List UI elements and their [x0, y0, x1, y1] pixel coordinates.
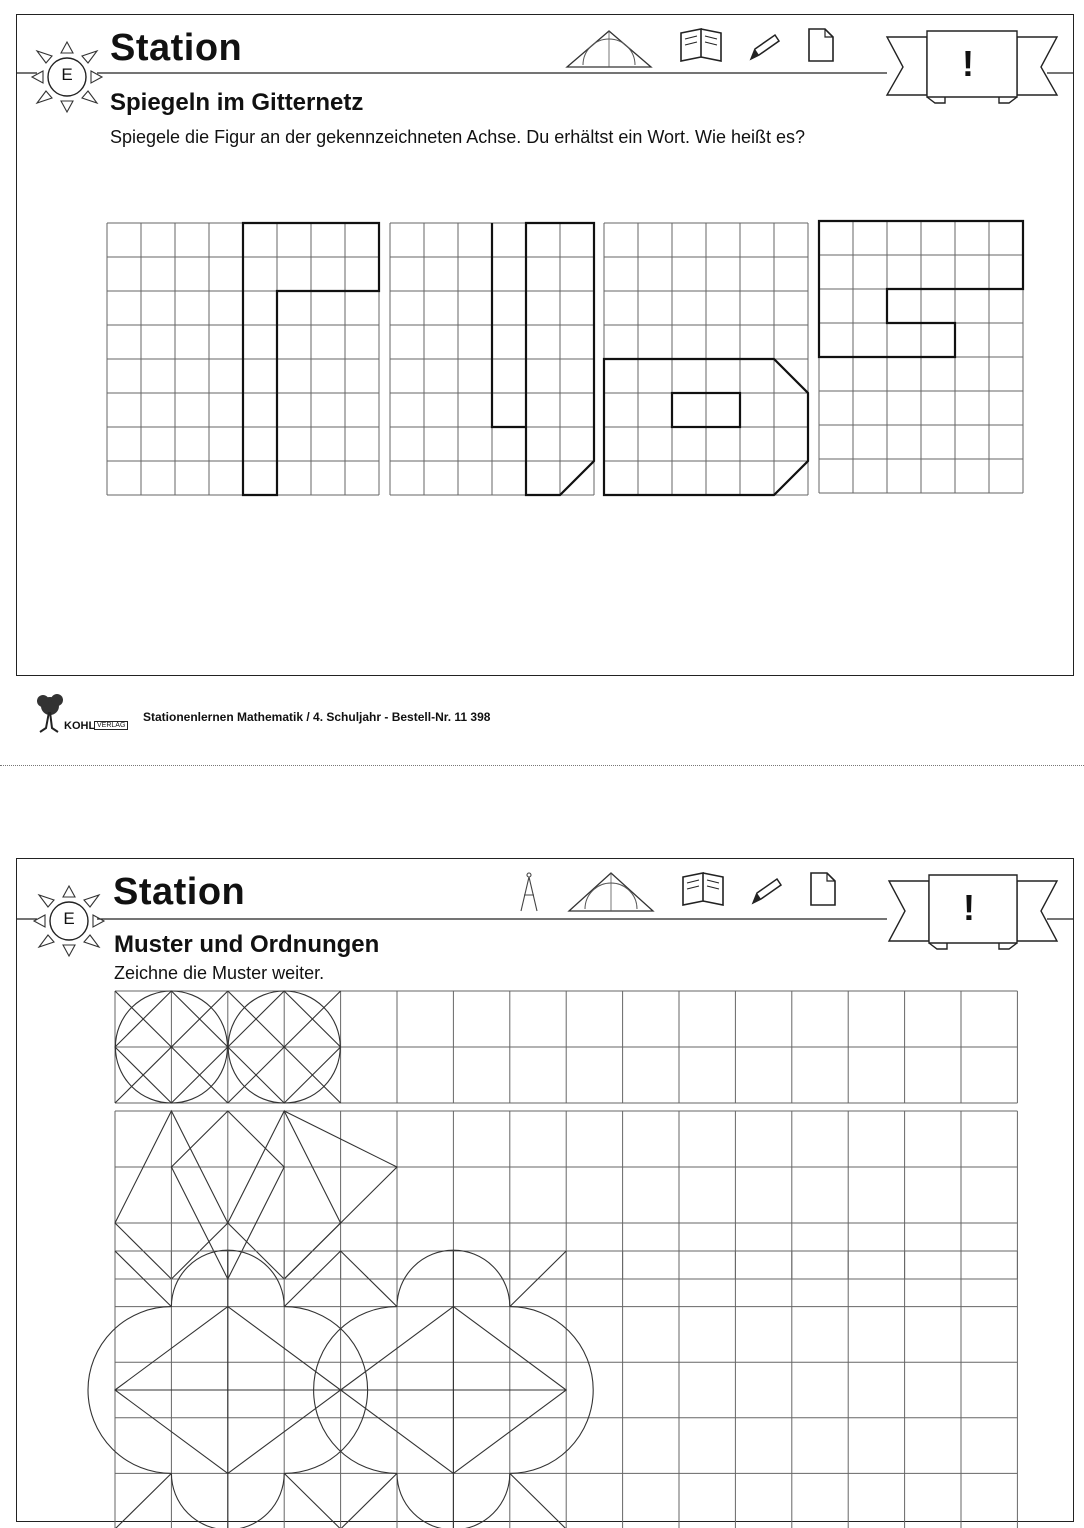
badge-letter: E [63, 909, 75, 928]
page-subtitle: Muster und Ordnungen [114, 931, 380, 958]
banner-exclamation: ! [963, 887, 975, 928]
worksheet-mirror [16, 14, 1074, 676]
station-title: Station [113, 871, 246, 913]
book-icon [681, 29, 721, 61]
sheet-icon [809, 29, 833, 61]
publisher-name: KOHL [64, 720, 96, 732]
cut-line [0, 765, 1084, 766]
task-instruction: Zeichne die Muster weiter. [114, 963, 325, 983]
station-title: Station [110, 27, 243, 69]
footer [36, 690, 736, 736]
pattern-grid-1 [115, 991, 1017, 1103]
book-icon [683, 873, 723, 905]
footer-text: Stationenlernen Mathematik / 4. Schuljahr - Bestell-Nr. 11 398 [143, 710, 491, 724]
compass-icon [521, 873, 537, 911]
set-square-icon [567, 31, 651, 67]
publisher-tag: VERLAG [94, 721, 128, 730]
pencil-icon [751, 35, 779, 59]
sheet-icon [811, 873, 835, 905]
banner-exclamation: ! [962, 43, 974, 84]
worksheet-patterns [16, 858, 1074, 1522]
pattern-2-figures [115, 1111, 397, 1279]
set-square-icon [569, 873, 653, 911]
pencil-icon [753, 879, 781, 903]
badge-letter: E [61, 65, 73, 84]
task-instruction: Spiegele die Figur an der gekennzeichneten Achse. Du erhältst ein Wort. Wie heißt es? [110, 127, 806, 147]
page-subtitle: Spiegeln im Gitternetz [110, 89, 364, 116]
